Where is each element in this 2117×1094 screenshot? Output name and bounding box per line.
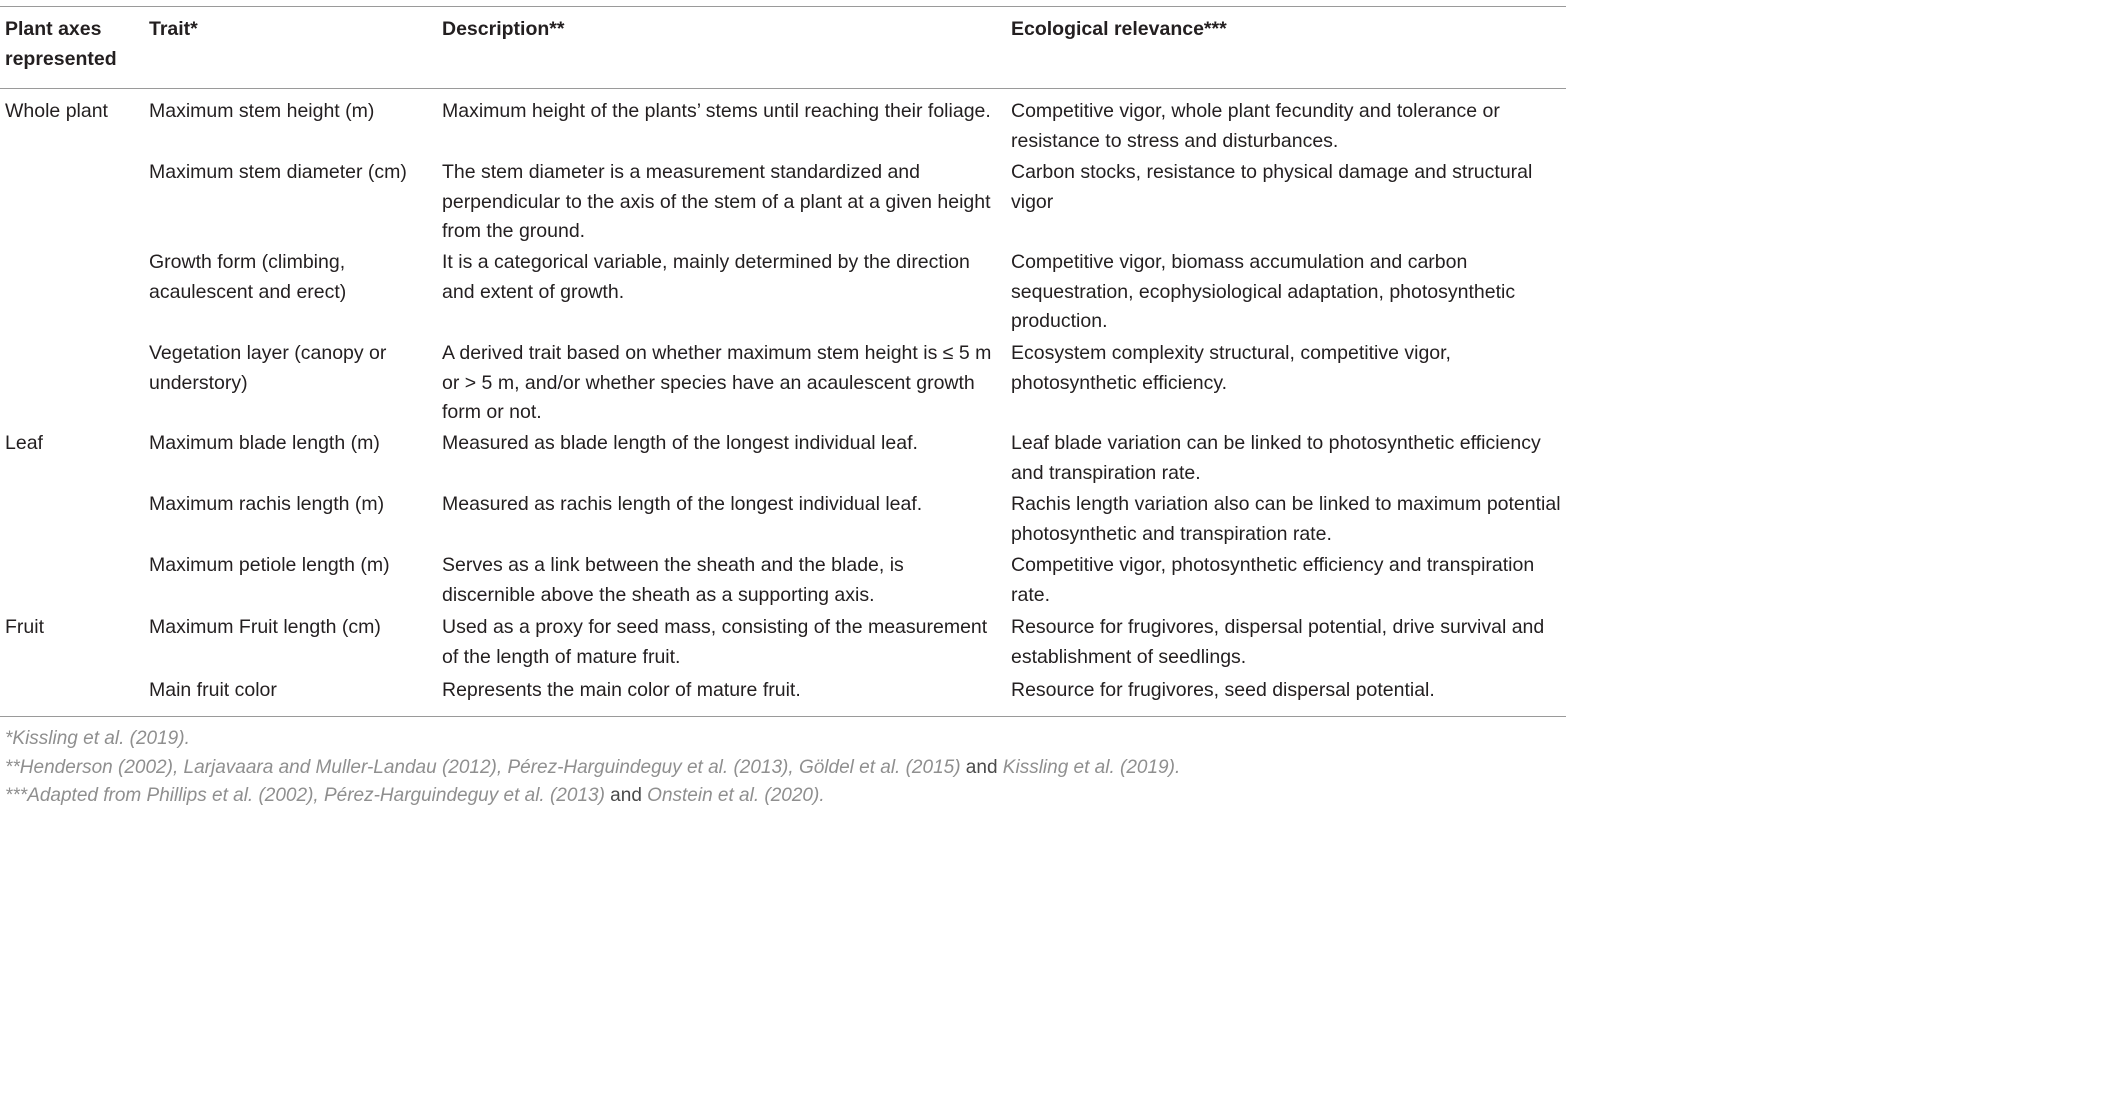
- row-description: Maximum height of the plants’ stems until reaching their foliage.: [442, 100, 991, 122]
- footnote-reference[interactable]: Pérez-Harguindeguy et al. (2013): [507, 756, 789, 778]
- row-trait: Maximum Fruit length (cm): [149, 616, 381, 638]
- footnote-marker: *: [5, 728, 13, 749]
- footnote-reference[interactable]: Onstein et al. (2020): [647, 785, 820, 806]
- row-description: It is a categorical variable, mainly determined by the direction and extent of growth.: [442, 251, 970, 303]
- header-ecological-relevance: Ecological relevance***: [1011, 18, 1227, 40]
- header-rule: [0, 88, 1566, 89]
- footnote-2: [5, 754, 1561, 783]
- row-trait: Growth form (climbing, acaulescent and erect): [149, 251, 347, 303]
- row-description: Measured as blade length of the longest individual leaf.: [442, 432, 918, 454]
- footnote-separator: ,: [788, 756, 799, 778]
- footnote-conjunction: and: [604, 785, 648, 806]
- row-trait: Main fruit color: [149, 679, 277, 701]
- footnote-reference[interactable]: Kissling et al. (2019): [1002, 756, 1175, 778]
- table-footnotes: [5, 725, 1561, 811]
- footnote-separator: ,: [172, 756, 184, 778]
- row-axis: Leaf: [5, 432, 43, 454]
- row-relevance: Ecosystem complexity structural, competitive vigor, photosynthetic efficiency.: [1011, 342, 1451, 394]
- footnote-marker: **: [5, 756, 20, 778]
- footnote-conjunction: and: [960, 756, 1003, 778]
- footnote-3: [5, 782, 1561, 811]
- footnote-reference[interactable]: Pérez-Harguindeguy et al. (2013): [323, 785, 605, 806]
- row-description: The stem diameter is a measurement standardized and perpendicular to the axis of the stem of a plant at a given height from the ground.: [442, 161, 991, 242]
- row-axis: Whole plant: [5, 100, 108, 122]
- header-trait: Trait*: [149, 18, 198, 40]
- footnote-punctuation: .: [819, 785, 825, 806]
- row-trait: Vegetation layer (canopy or understory): [149, 342, 387, 394]
- footnote-reference[interactable]: Phillips et al. (2002): [146, 785, 314, 806]
- row-trait: Maximum blade length (m): [149, 432, 380, 454]
- row-trait: Maximum petiole length (m): [149, 554, 390, 576]
- row-trait: Maximum rachis length (m): [149, 493, 385, 515]
- row-trait: Maximum stem diameter (cm): [149, 161, 407, 183]
- row-relevance: Competitive vigor, whole plant fecundity and tolerance or resistance to stress and disturbances.: [1011, 100, 1500, 152]
- footnote-punctuation: .: [184, 728, 190, 749]
- row-relevance: Leaf blade variation can be linked to photosynthetic efficiency and transpiration rate.: [1011, 432, 1541, 484]
- row-relevance: Resource for frugivores, seed dispersal potential.: [1011, 679, 1435, 701]
- row-axis: Fruit: [5, 616, 44, 638]
- row-relevance: Carbon stocks, resistance to physical damage and structural vigor: [1011, 161, 1533, 213]
- row-trait: Maximum stem height (m): [149, 100, 375, 122]
- footnote-reference[interactable]: Kissling et al. (2019): [12, 728, 185, 749]
- table-top-rule: [0, 6, 1566, 7]
- footnote-1: [5, 725, 1561, 754]
- row-description: Represents the main color of mature fruit.: [442, 679, 801, 701]
- row-description: A derived trait based on whether maximum stem height is ≤ 5 m or > 5 m, and/or whether species have an acaulescent growth form or not.: [442, 342, 992, 423]
- row-description: Used as a proxy for seed mass, consisting of the measurement of the length of mature fruit.: [442, 616, 988, 668]
- footnote-reference[interactable]: Larjavaara and Muller-Landau (2012): [183, 756, 497, 778]
- footnote-separator: ,: [313, 785, 324, 806]
- row-relevance: Resource for frugivores, dispersal potential, drive survival and establishment of seedlings.: [1011, 616, 1545, 668]
- table-bottom-rule: [0, 716, 1566, 717]
- footnote-separator: ,: [496, 756, 508, 778]
- row-description: Serves as a link between the sheath and the blade, is discernible above the sheath as a supporting axis.: [442, 554, 904, 606]
- row-relevance: Rachis length variation also can be linked to maximum potential photosynthetic and transpiration rate.: [1011, 493, 1561, 545]
- footnote-lead-text: Adapted from: [27, 785, 147, 806]
- footnote-punctuation: .: [1174, 756, 1181, 778]
- row-relevance: Competitive vigor, photosynthetic efficiency and transpiration rate.: [1011, 554, 1535, 606]
- footnote-reference[interactable]: Henderson (2002): [19, 756, 173, 778]
- header-description: Description**: [442, 18, 565, 40]
- header-plant-axes: Plant axes represented: [5, 18, 117, 70]
- footnote-marker: ***: [5, 785, 28, 806]
- footnote-reference[interactable]: Göldel et al. (2015): [798, 756, 961, 778]
- row-description: Measured as rachis length of the longest individual leaf.: [442, 493, 923, 515]
- row-relevance: Competitive vigor, biomass accumulation and carbon sequestration, ecophysiological adaptation, photosynthetic production.: [1011, 251, 1516, 332]
